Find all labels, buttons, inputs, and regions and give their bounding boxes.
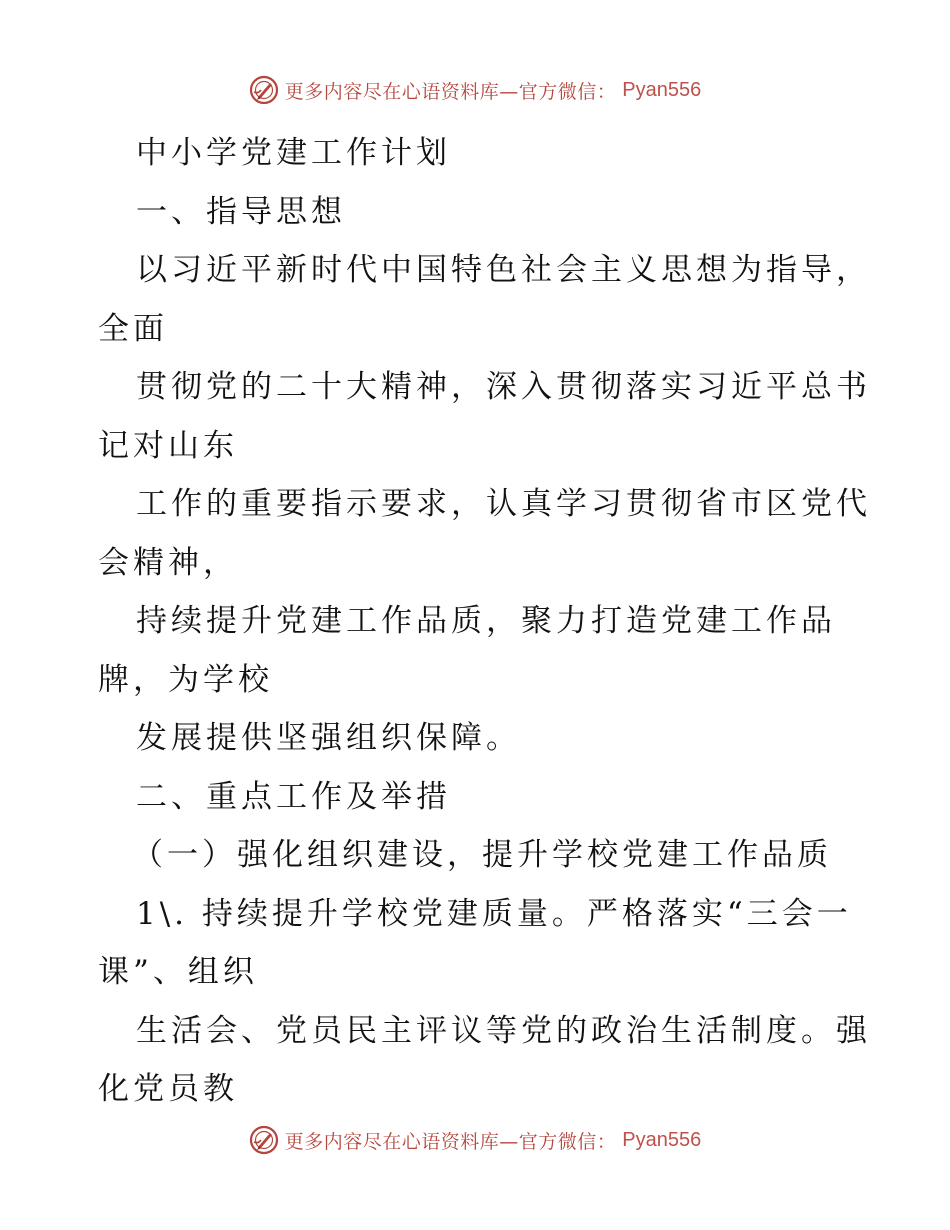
paragraph-line: 工作的重要指示要求，认真学习贯彻省市区党代 (136, 486, 871, 522)
brand-text: 更多内容尽在心语资料库—官方微信： (284, 1130, 617, 1153)
paragraph-line: 记对山东 (98, 427, 238, 464)
paragraph-line: 发展提供坚强组织保障。 (136, 720, 521, 756)
paragraph-line: 贯彻党的二十大精神，深入贯彻落实习近平总书 (136, 369, 871, 405)
footer-banner-content (249, 1125, 701, 1155)
paragraph-line: 以习近平新时代中国特色社会主义思想为指导， (136, 252, 871, 288)
section-heading-2: 二、重点工作及举措 (136, 778, 451, 815)
paragraph-line: 全面 (98, 310, 168, 347)
paragraph-line: 持续提升党建工作品质，聚力打造党建工作品 (136, 603, 836, 639)
subsection-heading-1: （一）强化组织建设，提升学校党建工作品质 (132, 837, 832, 873)
wechat-id: Pyan556 (622, 1128, 702, 1151)
pen-nib-seal-icon (249, 75, 279, 105)
paragraph-line: 牌，为学校 (98, 661, 273, 698)
footer-banner (0, 1120, 950, 1160)
header-banner (0, 70, 950, 110)
document-body (98, 124, 871, 1119)
paragraph-line: 课”、组织 (98, 954, 258, 990)
wechat-id: Pyan556 (622, 78, 702, 101)
paragraph-line: 会精神， (98, 544, 238, 581)
paragraph-line: 1\. 持续提升学校党建质量。严格落实“三会一 (136, 895, 852, 932)
document-title: 中小学党建工作计划 (136, 135, 451, 171)
section-heading-1: 一、指导思想 (136, 193, 346, 230)
paragraph-line: 化党员教 (98, 1071, 238, 1107)
brand-text: 更多内容尽在心语资料库—官方微信： (284, 80, 617, 103)
header-banner-content (249, 75, 701, 105)
pen-nib-seal-icon (249, 1125, 279, 1155)
paragraph-line: 生活会、党员民主评议等党的政治生活制度。强 (136, 1012, 871, 1049)
